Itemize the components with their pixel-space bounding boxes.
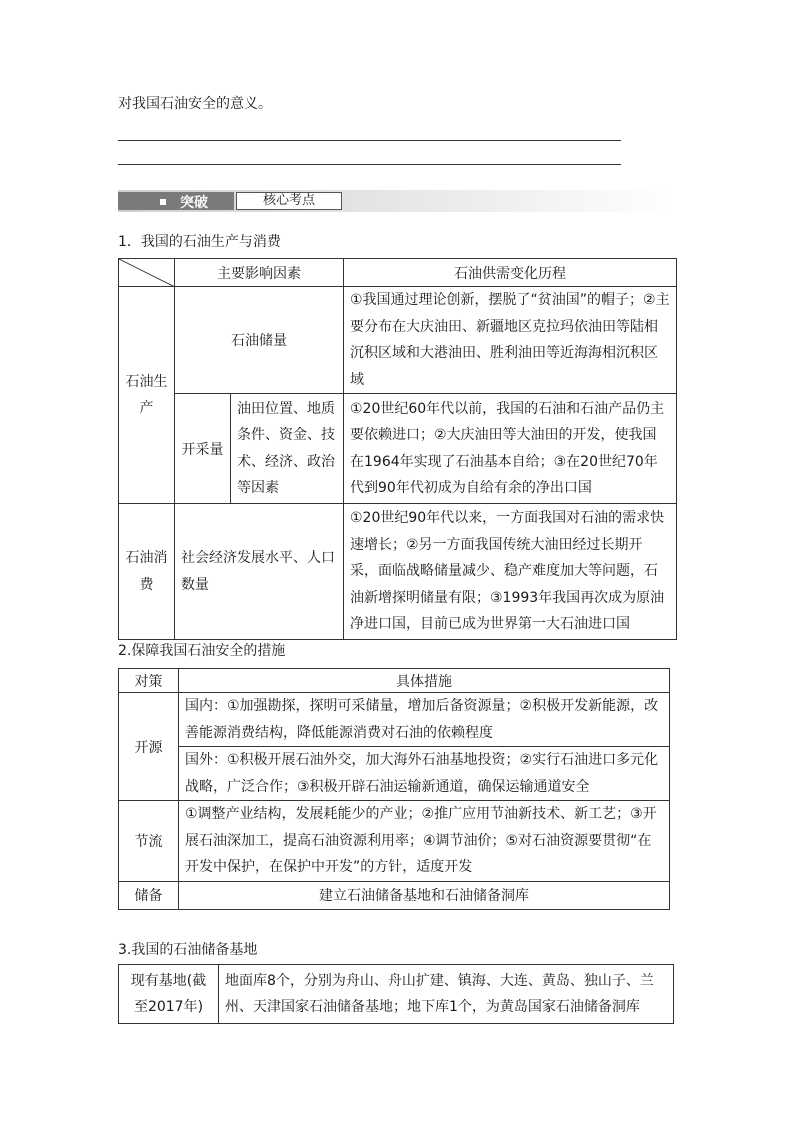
save-measures: ①调整产业结构，发展耗能少的产业；②推广应用节油新技术、新工艺；③开展石油深加工，提高石油资源利用率；④调节油价；⑤对石油资源要贯彻“在开发中保护，在保护中开发”的方针，适度开发 (179, 801, 670, 882)
answer-line (118, 164, 621, 165)
banner-subtitle-box (236, 192, 342, 210)
header-factor: 主要影响因素 (175, 259, 344, 287)
mining-history: ①20世纪60年代以前，我国的石油和石油产品仍主要依赖进口；②大庆油田等大油田的开发，使我国在1964年实现了石油基本自给；③在20世纪70年代到90年代初成为自给有余的净出口国 (344, 394, 677, 504)
open-label: 开源 (119, 693, 179, 801)
base-label: 现有基地(截至2017年) (119, 965, 219, 1024)
diagonal-header-cell (119, 259, 175, 287)
mining-factors: 油田位置、地质条件、资金、技术、经济、政治等因素 (231, 394, 344, 504)
banner-dark-block (118, 192, 234, 210)
consumption-history: ①20世纪90年代以来，一方面我国对石油的需求快速增长；②另一方面我国传统大油田经过长期开采，面临战略储量减少、稳产难度加大等问题，石油新增探明储量有限；③1993年我国再次成为原油净进口国，目前已成为世界第一大石油进口国 (344, 504, 677, 640)
reserve-history: ①我国通过理论创新，摆脱了“贫油国”的帽子；②主要分布在大庆油田、新疆地区克拉玛依油田等陆相沉积区域和大港油田、胜利油田等近海海相沉积区域 (344, 287, 677, 394)
open-domestic: 国内：①加强勘探，探明可采储量，增加后备资源量；②积极开发新能源，改善能源消费结构，降低能源消费对石油的依赖程度 (179, 693, 670, 747)
section2-heading: 2.保障我国石油安全的措施 (118, 643, 286, 659)
store-measures: 建立石油储备基地和石油储备洞库 (179, 881, 670, 909)
section1-heading: 1．我国的石油生产与消费 (118, 234, 281, 250)
consumption-label: 石油消费 (119, 504, 175, 640)
save-label: 节流 (119, 801, 179, 882)
answer-line (118, 140, 621, 141)
section-banner (118, 190, 676, 212)
header-policy: 对策 (119, 669, 179, 693)
header-measures: 具体措施 (179, 669, 670, 693)
production-consumption-table (118, 258, 677, 640)
diagonal-line (119, 259, 175, 287)
oil-security-measures-table (118, 668, 670, 910)
mining-label: 开采量 (175, 394, 231, 504)
banner-title: 突破 (180, 195, 208, 211)
consumption-factor: 社会经济发展水平、人口数量 (175, 504, 344, 640)
production-label: 石油生产 (119, 287, 175, 504)
header-history: 石油供需变化历程 (344, 259, 677, 287)
base-content: 地面库8个，分别为舟山、舟山扩建、镇海、大连、黄岛、独山子、兰州、天津国家石油储备基地；地下库1个，为黄岛国家石油储备洞库 (219, 965, 674, 1024)
store-label: 储备 (119, 881, 179, 909)
storage-base-table (118, 964, 674, 1024)
banner-subtitle: 核心考点 (262, 193, 315, 208)
open-foreign: 国外：①积极开展石油外交，加大海外石油基地投资；②实行石油进口多元化战略，广泛合作；③积极开辟石油运输新通道，确保运输通道安全 (179, 747, 670, 801)
reserve-label: 石油储量 (175, 287, 344, 394)
section3-heading: 3.我国的石油储备基地 (118, 942, 258, 958)
intro-text: 对我国石油安全的意义。 (118, 96, 272, 112)
square-icon (160, 199, 166, 205)
